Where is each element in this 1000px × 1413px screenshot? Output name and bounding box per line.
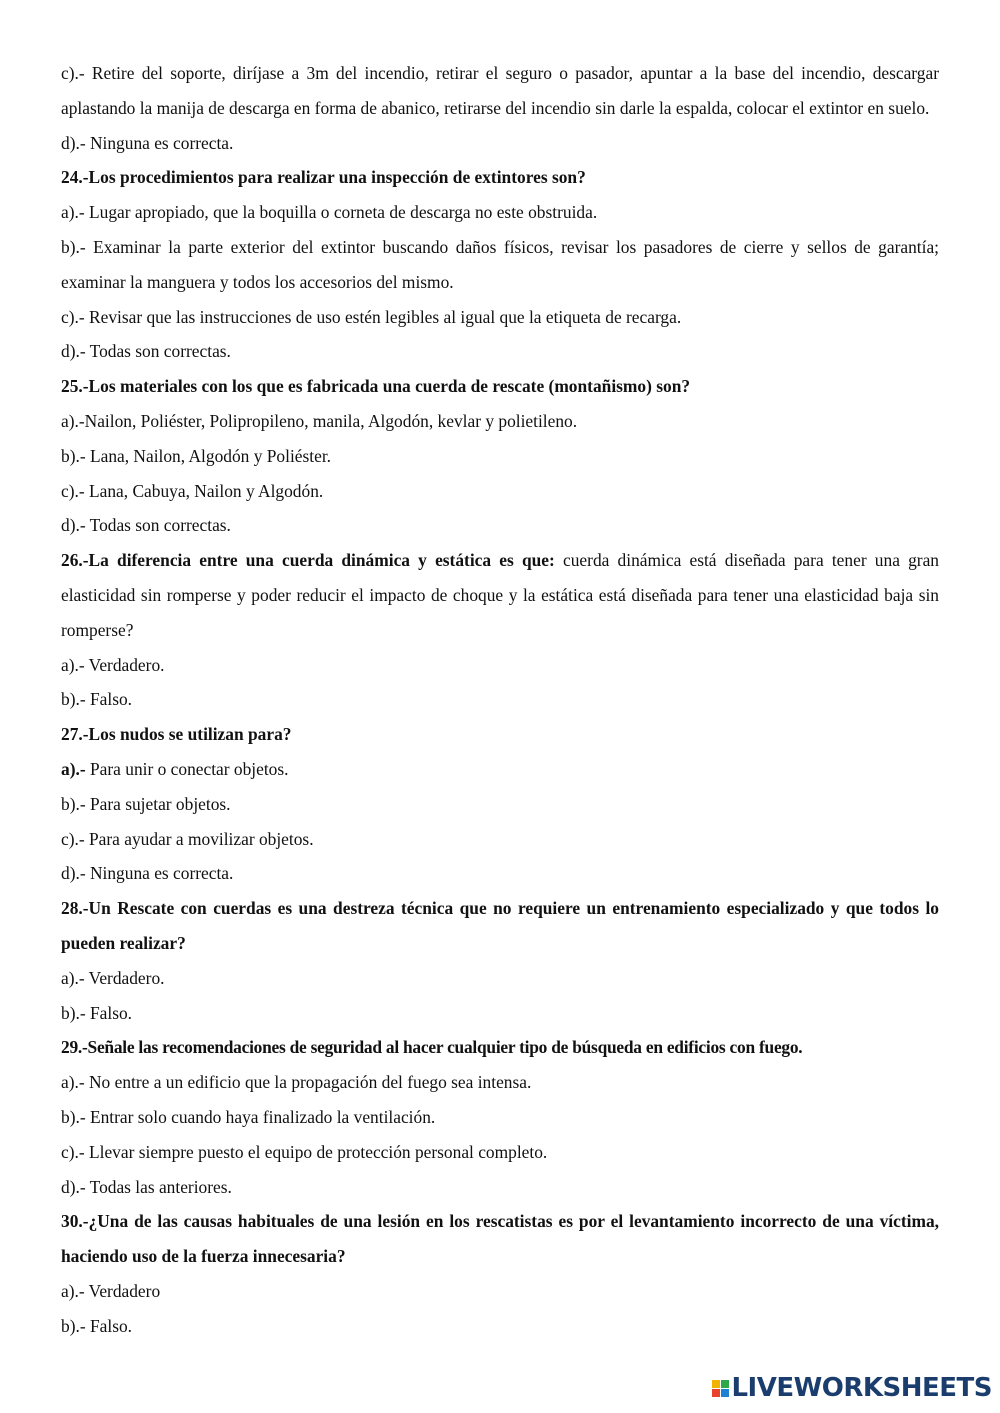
option-d-none-correct: d).- Ninguna es correcta. bbox=[61, 132, 234, 153]
question-25-option-b[interactable]: b).- Lana, Nailon, Algodón y Poliéster. bbox=[61, 445, 331, 466]
question-30: 30.-¿Una de las causas habituales de una lesión en los rescatistas es por el levantamiento incorrecto de una víctima, haciendo uso de la fuerza innecesaria? bbox=[61, 1211, 939, 1267]
question-27-option-a-text: Para unir o conectar objetos. bbox=[90, 758, 289, 779]
option-c-extinguisher-use: c).- Retire del soporte, diríjase a 3m del incendio, retirar el seguro o pasador, apuntar a la base del incendio, descargar aplastando la manija de descarga en forma de abanico, retirarse del incendio sin darle la espalda, colocar el extintor en suelo. bbox=[61, 63, 939, 118]
question-28-option-a[interactable]: a).- Verdadero. bbox=[61, 967, 165, 988]
question-28-option-b[interactable]: b).- Falso. bbox=[61, 1002, 133, 1023]
liveworksheets-watermark bbox=[712, 1375, 992, 1401]
question-27-option-a[interactable] bbox=[61, 752, 939, 787]
question-29-option-b[interactable]: b).- Entrar solo cuando haya finalizado la ventilación. bbox=[61, 1106, 436, 1127]
question-30-option-a[interactable]: a).- Verdadero bbox=[61, 1280, 161, 1301]
liveworksheets-logo-icon bbox=[712, 1380, 729, 1397]
question-24-option-b[interactable]: b).- Examinar la parte exterior del extintor buscando daños físicos, revisar los pasadores de cierre y sellos de garantía; examinar la manguera y todos los accesorios del mismo. bbox=[61, 236, 939, 292]
question-25-option-d[interactable]: d).- Todas son correctas. bbox=[61, 515, 231, 536]
question-30-option-b[interactable]: b).- Falso. bbox=[61, 1315, 133, 1336]
logo-square-red bbox=[712, 1389, 720, 1397]
question-26-lead: 26.-La diferencia entre una cuerda dinámica y estática es que: bbox=[61, 550, 555, 571]
question-29: 29.-Señale las recomendaciones de seguridad al hacer cualquier tipo de búsqueda en edificios con fuego. bbox=[61, 1037, 803, 1058]
question-26 bbox=[61, 543, 939, 647]
question-25-option-c[interactable]: c).- Lana, Cabuya, Nailon y Algodón. bbox=[61, 480, 324, 501]
question-24-option-a[interactable]: a).- Lugar apropiado, que la boquilla o corneta de descarga no este obstruida. bbox=[61, 202, 598, 223]
question-27-option-b[interactable]: b).- Para sujetar objetos. bbox=[61, 793, 231, 814]
question-24-option-c[interactable]: c).- Revisar que las instrucciones de uso estén legibles al igual que la etiqueta de recarga. bbox=[61, 306, 682, 327]
liveworksheets-logo-text: LIVEWORKSHEETS bbox=[731, 1373, 992, 1403]
question-26-option-b[interactable]: b).- Falso. bbox=[61, 689, 133, 710]
question-29-option-a[interactable]: a).- No entre a un edificio que la propagación del fuego sea intensa. bbox=[61, 1072, 532, 1093]
question-26-option-a[interactable]: a).- Verdadero. bbox=[61, 654, 165, 675]
question-27-option-d[interactable]: d).- Ninguna es correcta. bbox=[61, 863, 234, 884]
question-24: 24.-Los procedimientos para realizar una inspección de extintores son? bbox=[61, 167, 586, 188]
question-27: 27.-Los nudos se utilizan para? bbox=[61, 724, 292, 745]
question-29-option-c[interactable]: c).- Llevar siempre puesto el equipo de protección personal completo. bbox=[61, 1141, 548, 1162]
question-28: 28.-Un Rescate con cuerdas es una destreza técnica que no requiere un entrenamiento especializado y que todos lo pueden realizar? bbox=[61, 898, 939, 953]
question-27-option-a-prefix: a).- bbox=[61, 758, 86, 779]
question-29-option-d[interactable]: d).- Todas las anteriores. bbox=[61, 1176, 232, 1197]
question-27-option-c[interactable]: c).- Para ayudar a movilizar objetos. bbox=[61, 828, 314, 849]
worksheet-document bbox=[61, 56, 939, 1343]
question-25: 25.-Los materiales con los que es fabricada una cuerda de rescate (montañismo) son? bbox=[61, 376, 691, 397]
question-24-option-d[interactable]: d).- Todas son correctas. bbox=[61, 341, 231, 362]
question-26-body: cuerda dinámica está diseñada para tener una gran elasticidad sin romperse y poder reducir el impacto de choque y la estática está diseñada para tener una elasticidad baja sin romperse? bbox=[61, 550, 940, 640]
logo-square-green bbox=[721, 1380, 729, 1388]
question-25-option-a[interactable]: a).-Nailon, Poliéster, Polipropileno, manila, Algodón, kevlar y polietileno. bbox=[61, 410, 578, 431]
logo-square-blue bbox=[721, 1389, 729, 1397]
logo-square-yellow bbox=[712, 1380, 720, 1388]
